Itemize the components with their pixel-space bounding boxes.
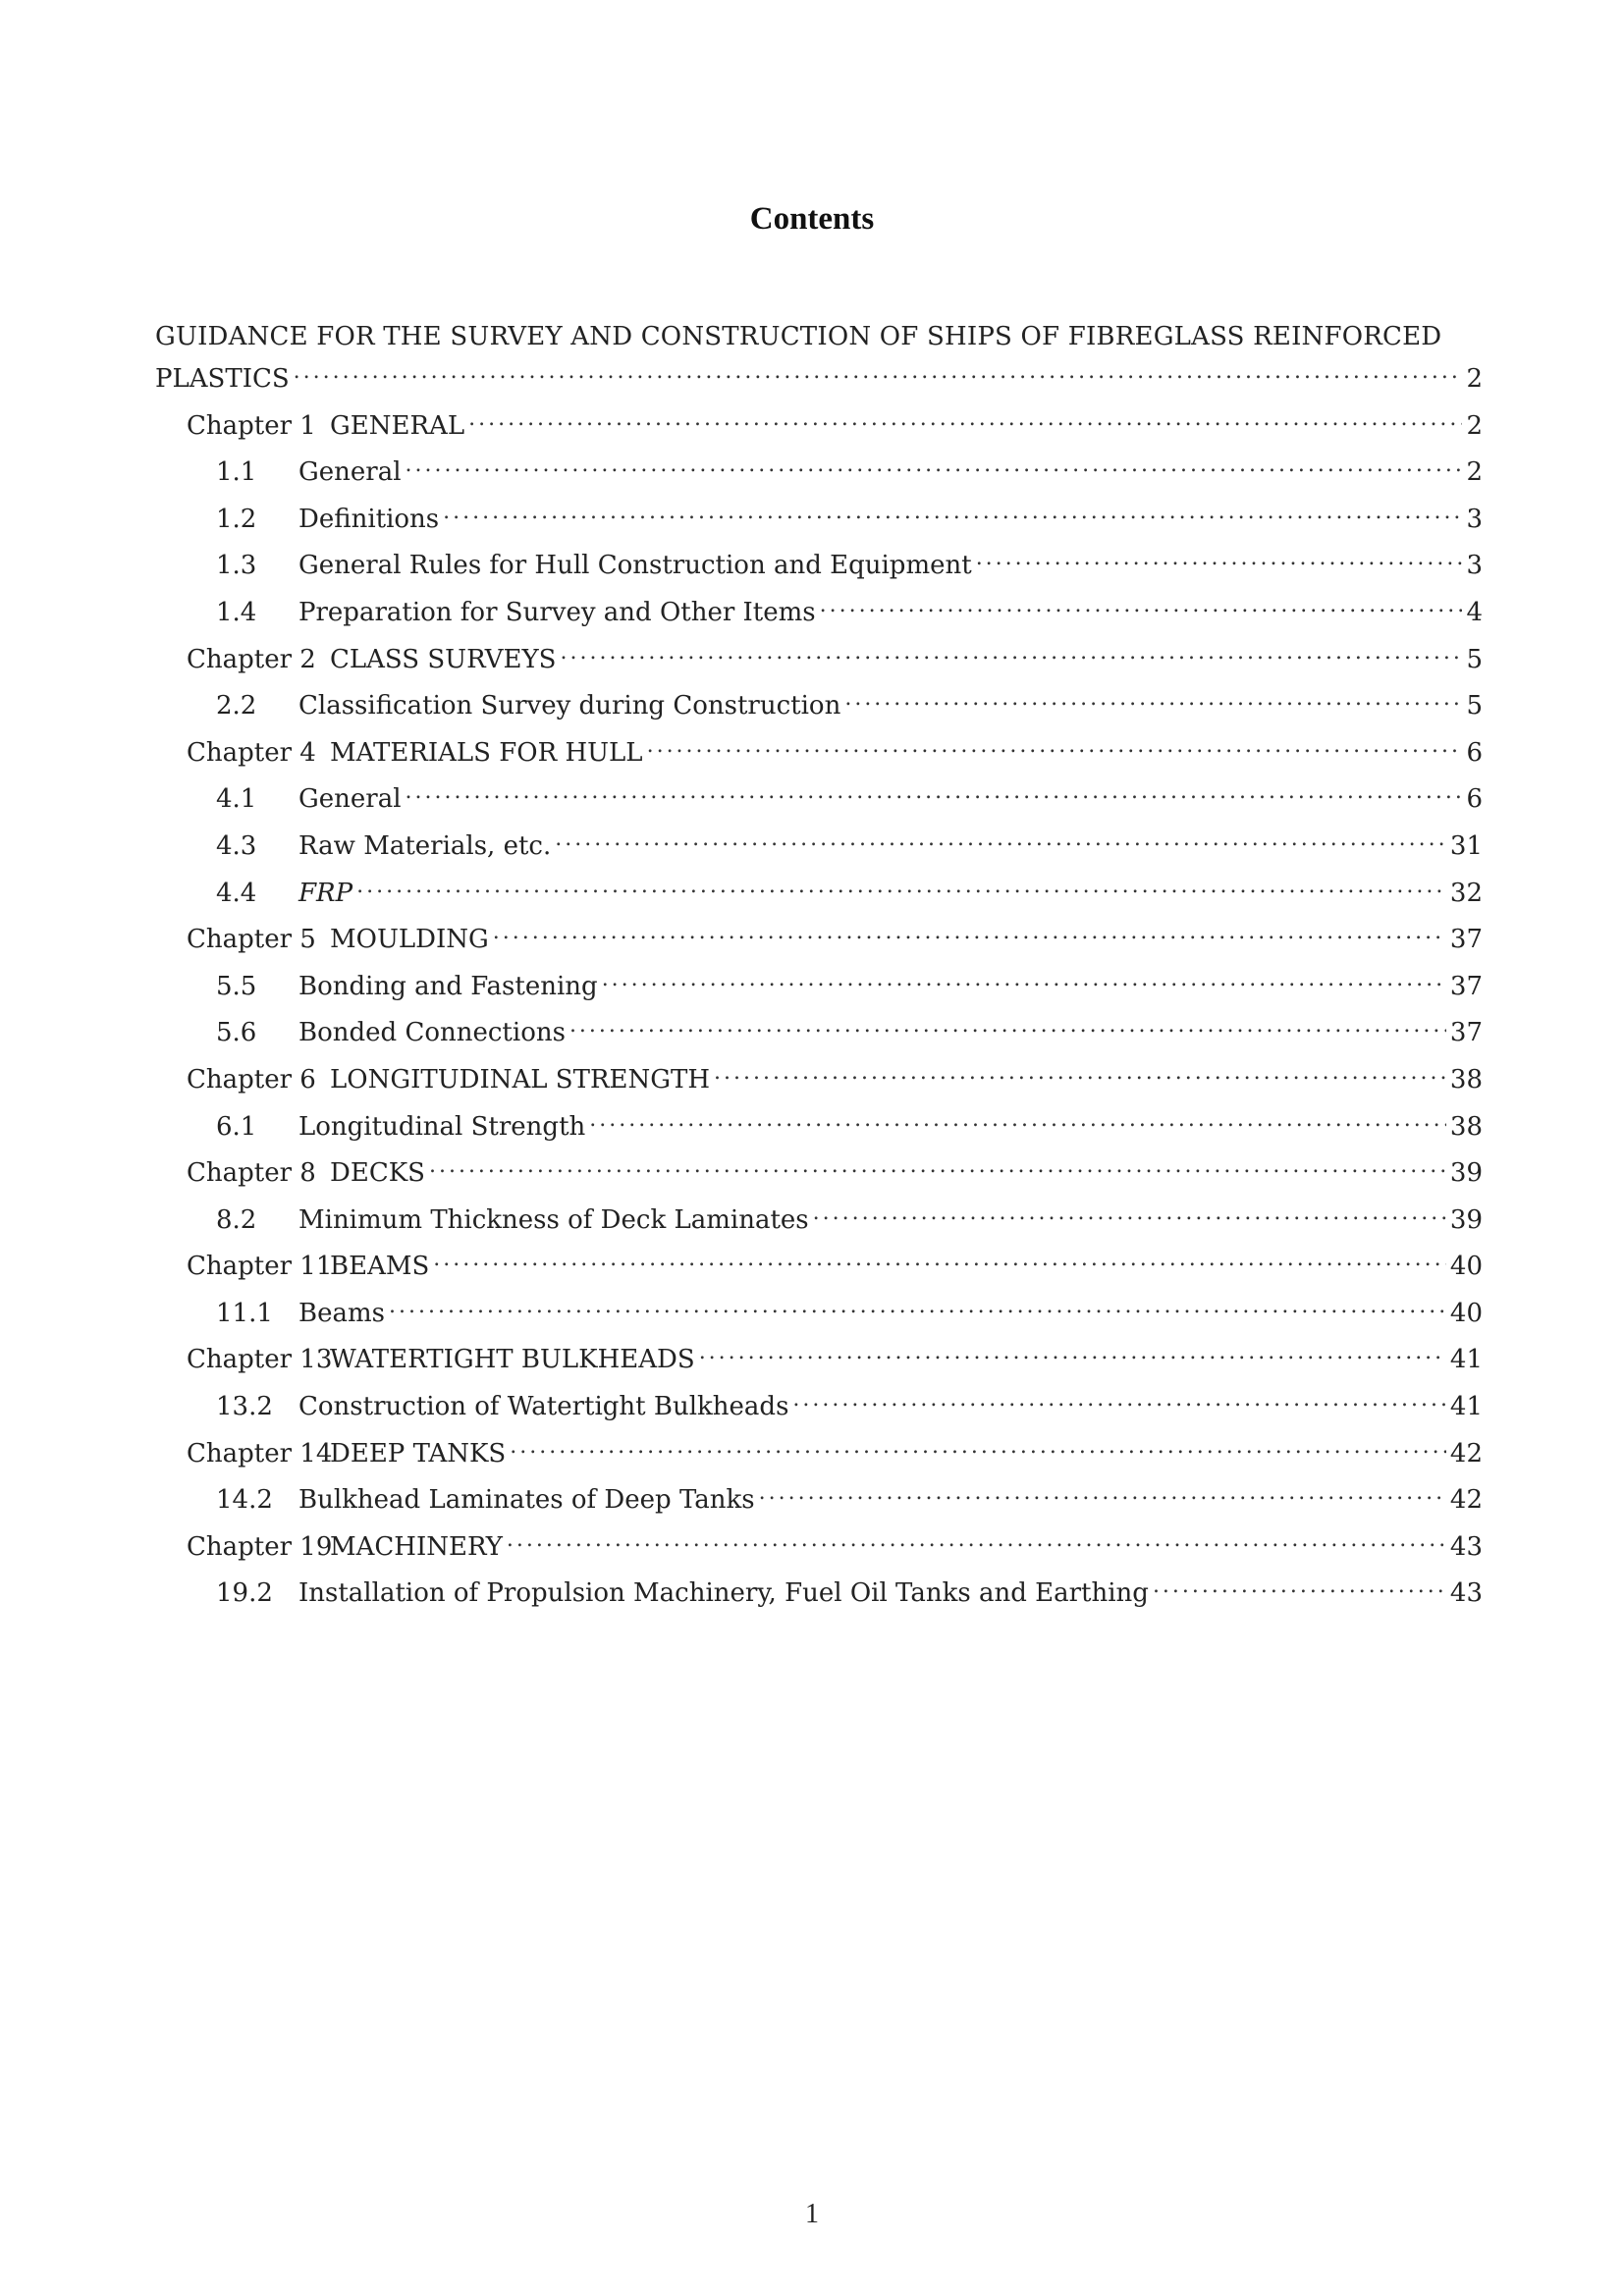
toc-number: 19.2 bbox=[216, 1578, 273, 1609]
dot-leader bbox=[510, 1415, 1446, 1462]
dot-leader bbox=[294, 353, 1463, 387]
toc-label: BEAMS bbox=[330, 1252, 430, 1282]
dot-leader bbox=[555, 807, 1446, 854]
toc-label: Definitions bbox=[298, 504, 440, 534]
toc-label: Longitudinal Strength bbox=[298, 1111, 586, 1142]
toc-label: General bbox=[298, 457, 402, 488]
toc-label: Construction of Watertight Bulkheads bbox=[298, 1392, 789, 1422]
toc-page-number: 37 bbox=[1449, 971, 1483, 1001]
dot-leader bbox=[493, 901, 1446, 948]
toc-page-number: 42 bbox=[1449, 1485, 1483, 1516]
dot-leader bbox=[589, 1088, 1446, 1135]
toc-number: 1.4 bbox=[216, 597, 257, 627]
toc-main-title[interactable]: GUIDANCE FOR THE SURVEY AND CONSTRUCTION OF SHIPS OF FIBREGLASS REINFORCED bbox=[155, 322, 1442, 351]
toc-number: 14.2 bbox=[216, 1485, 273, 1516]
toc-page-number: 3 bbox=[1466, 504, 1483, 534]
dot-leader bbox=[813, 1181, 1446, 1228]
toc-page-number: 6 bbox=[1466, 737, 1483, 768]
toc-page-number: 37 bbox=[1449, 1018, 1483, 1048]
dot-leader bbox=[759, 1462, 1446, 1509]
page-number: 1 bbox=[805, 2199, 819, 2229]
dot-leader bbox=[468, 387, 1462, 434]
dot-leader bbox=[602, 947, 1446, 994]
toc-label: General bbox=[298, 784, 402, 815]
dot-leader bbox=[647, 714, 1463, 761]
toc-number: Chapter 14 bbox=[187, 1438, 333, 1468]
toc-page-number: 39 bbox=[1449, 1158, 1483, 1189]
toc-label: Bonding and Fastening bbox=[298, 971, 598, 1001]
toc-page-number: 5 bbox=[1466, 691, 1483, 721]
toc-number: Chapter 13 bbox=[187, 1345, 333, 1375]
toc-page-number: 6 bbox=[1466, 784, 1483, 815]
toc-label: GENERAL bbox=[330, 410, 465, 441]
toc-label: Installation of Propulsion Machinery, Fuel Oil Tanks and Earthing bbox=[298, 1578, 1149, 1609]
toc-label: Bonded Connections bbox=[298, 1018, 566, 1048]
toc-number: 4.1 bbox=[216, 784, 257, 815]
dot-leader bbox=[356, 854, 1446, 901]
dot-leader bbox=[406, 761, 1463, 808]
dot-leader bbox=[820, 573, 1463, 620]
toc-number: Chapter 6 bbox=[187, 1064, 316, 1095]
toc-label: Classification Survey during Construction bbox=[298, 691, 841, 721]
toc-page-number: 31 bbox=[1449, 830, 1483, 861]
toc-number: 4.3 bbox=[216, 830, 257, 861]
dot-leader bbox=[792, 1367, 1445, 1415]
toc-number: Chapter 2 bbox=[187, 644, 316, 674]
toc-chapter-entry[interactable] bbox=[155, 387, 1483, 441]
toc-page-number: 4 bbox=[1466, 597, 1483, 627]
dot-leader bbox=[389, 1274, 1446, 1321]
toc-page-number: 40 bbox=[1449, 1298, 1483, 1328]
toc-number: 11.1 bbox=[216, 1298, 273, 1328]
page-title: Contents bbox=[749, 201, 875, 237]
toc-page-number: 2 bbox=[1466, 410, 1483, 441]
toc-number: 5.6 bbox=[216, 1018, 257, 1048]
toc-page-number: 40 bbox=[1449, 1252, 1483, 1282]
toc-page-number: 39 bbox=[1449, 1204, 1483, 1235]
toc-number: 13.2 bbox=[216, 1392, 273, 1422]
toc-label: CLASS SURVEYS bbox=[330, 644, 557, 674]
toc-page-number: 32 bbox=[1449, 878, 1483, 908]
toc-label: DECKS bbox=[330, 1158, 425, 1189]
toc-number: 4.4 bbox=[216, 878, 257, 908]
toc-label: General Rules for Hull Construction and Equipment bbox=[298, 551, 972, 581]
toc-label: Preparation for Survey and Other Items bbox=[298, 597, 816, 627]
toc-page-number: 2 bbox=[1466, 364, 1483, 394]
toc-label: Raw Materials, etc. bbox=[298, 830, 552, 861]
toc-page-number: 43 bbox=[1449, 1531, 1483, 1562]
toc-number: Chapter 1 bbox=[187, 410, 316, 441]
toc-label: LONGITUDINAL STRENGTH bbox=[330, 1064, 711, 1095]
toc-page-number: 42 bbox=[1449, 1438, 1483, 1468]
toc-number: 1.1 bbox=[216, 457, 257, 488]
toc-chapter-entry[interactable] bbox=[155, 901, 1483, 955]
toc-label: Beams bbox=[298, 1298, 385, 1328]
dot-leader bbox=[699, 1321, 1446, 1368]
toc-label: DEEP TANKS bbox=[330, 1438, 507, 1468]
toc-number: Chapter 4 bbox=[187, 737, 316, 768]
toc-label: WATERTIGHT BULKHEADS bbox=[330, 1345, 695, 1375]
toc-number: 1.2 bbox=[216, 504, 257, 534]
dot-leader bbox=[976, 527, 1463, 574]
toc-page-number: 43 bbox=[1449, 1578, 1483, 1609]
toc-label: MOULDING bbox=[330, 925, 489, 955]
dot-leader bbox=[560, 620, 1462, 667]
toc-number: 2.2 bbox=[216, 691, 257, 721]
dot-leader bbox=[433, 1228, 1446, 1275]
toc-number: Chapter 8 bbox=[187, 1158, 316, 1189]
toc-page-number: 41 bbox=[1449, 1392, 1483, 1422]
dot-leader bbox=[569, 994, 1446, 1041]
dot-leader bbox=[1153, 1555, 1446, 1602]
toc-number: Chapter 19 bbox=[187, 1531, 333, 1562]
dot-leader bbox=[443, 480, 1462, 527]
dot-leader bbox=[406, 434, 1463, 481]
toc-number: 8.2 bbox=[216, 1204, 257, 1235]
toc-label: Bulkhead Laminates of Deep Tanks bbox=[298, 1485, 755, 1516]
toc-number: 5.5 bbox=[216, 971, 257, 1001]
toc-label: MACHINERY bbox=[330, 1531, 503, 1562]
dot-leader bbox=[507, 1508, 1446, 1555]
toc-page-number: 37 bbox=[1449, 925, 1483, 955]
dot-leader bbox=[844, 667, 1462, 715]
toc-number: 1.3 bbox=[216, 551, 257, 581]
toc-label: Minimum Thickness of Deck Laminates bbox=[298, 1204, 809, 1235]
toc-page-number: 38 bbox=[1449, 1064, 1483, 1095]
toc-page-number: 3 bbox=[1466, 551, 1483, 581]
toc-main-entry[interactable] bbox=[155, 353, 1483, 394]
toc-page-number: 41 bbox=[1449, 1345, 1483, 1375]
toc-number: Chapter 11 bbox=[187, 1252, 333, 1282]
toc-label: MATERIALS FOR HULL bbox=[330, 737, 643, 768]
table-of-contents bbox=[155, 320, 1483, 1609]
dot-leader bbox=[429, 1135, 1446, 1182]
dot-leader bbox=[714, 1041, 1446, 1088]
toc-page-number: 5 bbox=[1466, 644, 1483, 674]
toc-page-number: 2 bbox=[1466, 457, 1483, 488]
toc-page-number: 38 bbox=[1449, 1111, 1483, 1142]
toc-main-label: PLASTICS bbox=[155, 364, 290, 394]
toc-number: 6.1 bbox=[216, 1111, 257, 1142]
toc-number: Chapter 5 bbox=[187, 925, 316, 955]
toc-label: FRP bbox=[298, 878, 353, 908]
